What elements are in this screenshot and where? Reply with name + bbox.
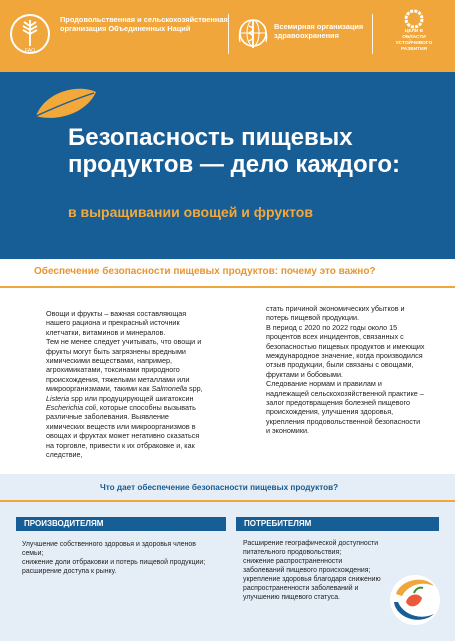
page-title: Безопасность пищевых продуктов — дело каждого: xyxy=(68,124,401,178)
fao-logo xyxy=(8,12,52,56)
list-item: снижение распространенности заболеваний пищевого происхождения; xyxy=(243,558,371,574)
body-column-right xyxy=(266,304,426,436)
paragraph: Следование нормам и правилам и надлежащей сельскохозяйственной практике – залог предотвращения болезней пищевого происхождения, улучшения здоровья, укрепления продовольственной безопасности и экономики. xyxy=(266,379,424,436)
organism-name: Escherichia coli xyxy=(46,403,96,413)
paragraph: В период с 2020 по 2022 годы около 15 процентов всех инцидентов, связанных с безопасностью пищевых продуктов и имеющих международное значение, когда производился отзыв продукции, были связаны с овощами, фруктами и бобовыми. xyxy=(266,322,425,379)
fao-name: Продовольственная и сельскохозяйственная организация Объединенных Наций xyxy=(60,15,228,33)
page-subtitle: в выращивании овощей и фруктов xyxy=(68,204,313,220)
consumers-label: ПОТРЕБИТЕЛЯМ xyxy=(236,517,439,531)
paragraph xyxy=(46,337,208,459)
divider xyxy=(228,14,229,54)
producers-label: ПРОИЗВОДИТЕЛЯМ xyxy=(16,517,226,531)
who-name: Всемирная организация здравоохранения xyxy=(274,22,364,40)
divider-line xyxy=(0,286,455,288)
text: Тем не менее следует учитывать, что овощи и фрукты могут быть загрязнены вредными химическими веществами, например, агрохимикатами, токсинами природного происхождения, тяжелыми металлами или микроорганизмами, такими как xyxy=(46,337,202,394)
who-logo xyxy=(236,16,270,52)
consumers-list xyxy=(243,539,383,602)
fao-logo-letters: FAO xyxy=(24,48,36,54)
text: spp или продуцирующей шигатоксин xyxy=(69,393,194,403)
text: spp, xyxy=(187,384,203,394)
paragraph: Овощи и фрукты – важная составляющая нашего рациона и прекрасный источник клетчатки, витаминов и минералов. xyxy=(46,309,187,337)
hero-banner xyxy=(0,72,455,259)
leaf-icon xyxy=(34,86,98,120)
organism-name: Salmonella xyxy=(151,384,188,394)
list-item: укрепление здоровья благодаря снижению распространенности заболеваний и улучшению пищевого статуса. xyxy=(243,576,381,601)
divider xyxy=(372,14,373,54)
section-heading-what: Что дает обеспечение безопасности пищевых продуктов? xyxy=(100,483,339,492)
sdg-badge-text: ЦЕЛИ В ОБЛАСТИ УСТОЙЧИВОГО РАЗВИТИЯ xyxy=(395,29,433,52)
organism-name: Listeria xyxy=(46,393,70,403)
text: , которые способны вызывать различные заболевания. Выявление химических веществ или микроорганизмов в овощах и фруктах может негативно сказаться на торговле, привести к их отбраковке и, как следствие, xyxy=(46,403,200,460)
list-item: Улучшение собственного здоровья и здоровья членов семьи; xyxy=(22,541,196,557)
list-item: расширение доступа к рынку. xyxy=(22,568,117,575)
list-item: Расширение географической доступности питательного продовольствия; xyxy=(243,540,379,556)
world-food-safety-emblem-icon xyxy=(386,572,444,628)
body-column-left xyxy=(46,309,208,460)
producers-list xyxy=(22,540,217,576)
header-bar xyxy=(0,0,455,72)
divider-line xyxy=(0,500,455,502)
list-item: снижение доли отбраковки и потерь пищевой продукции; xyxy=(22,559,206,566)
paragraph: стать причиной экономических убытков и потерь пищевой продукции. xyxy=(266,304,405,323)
section-heading-why: Обеспечение безопасности пищевых продуктов: почему это важно? xyxy=(34,266,376,277)
